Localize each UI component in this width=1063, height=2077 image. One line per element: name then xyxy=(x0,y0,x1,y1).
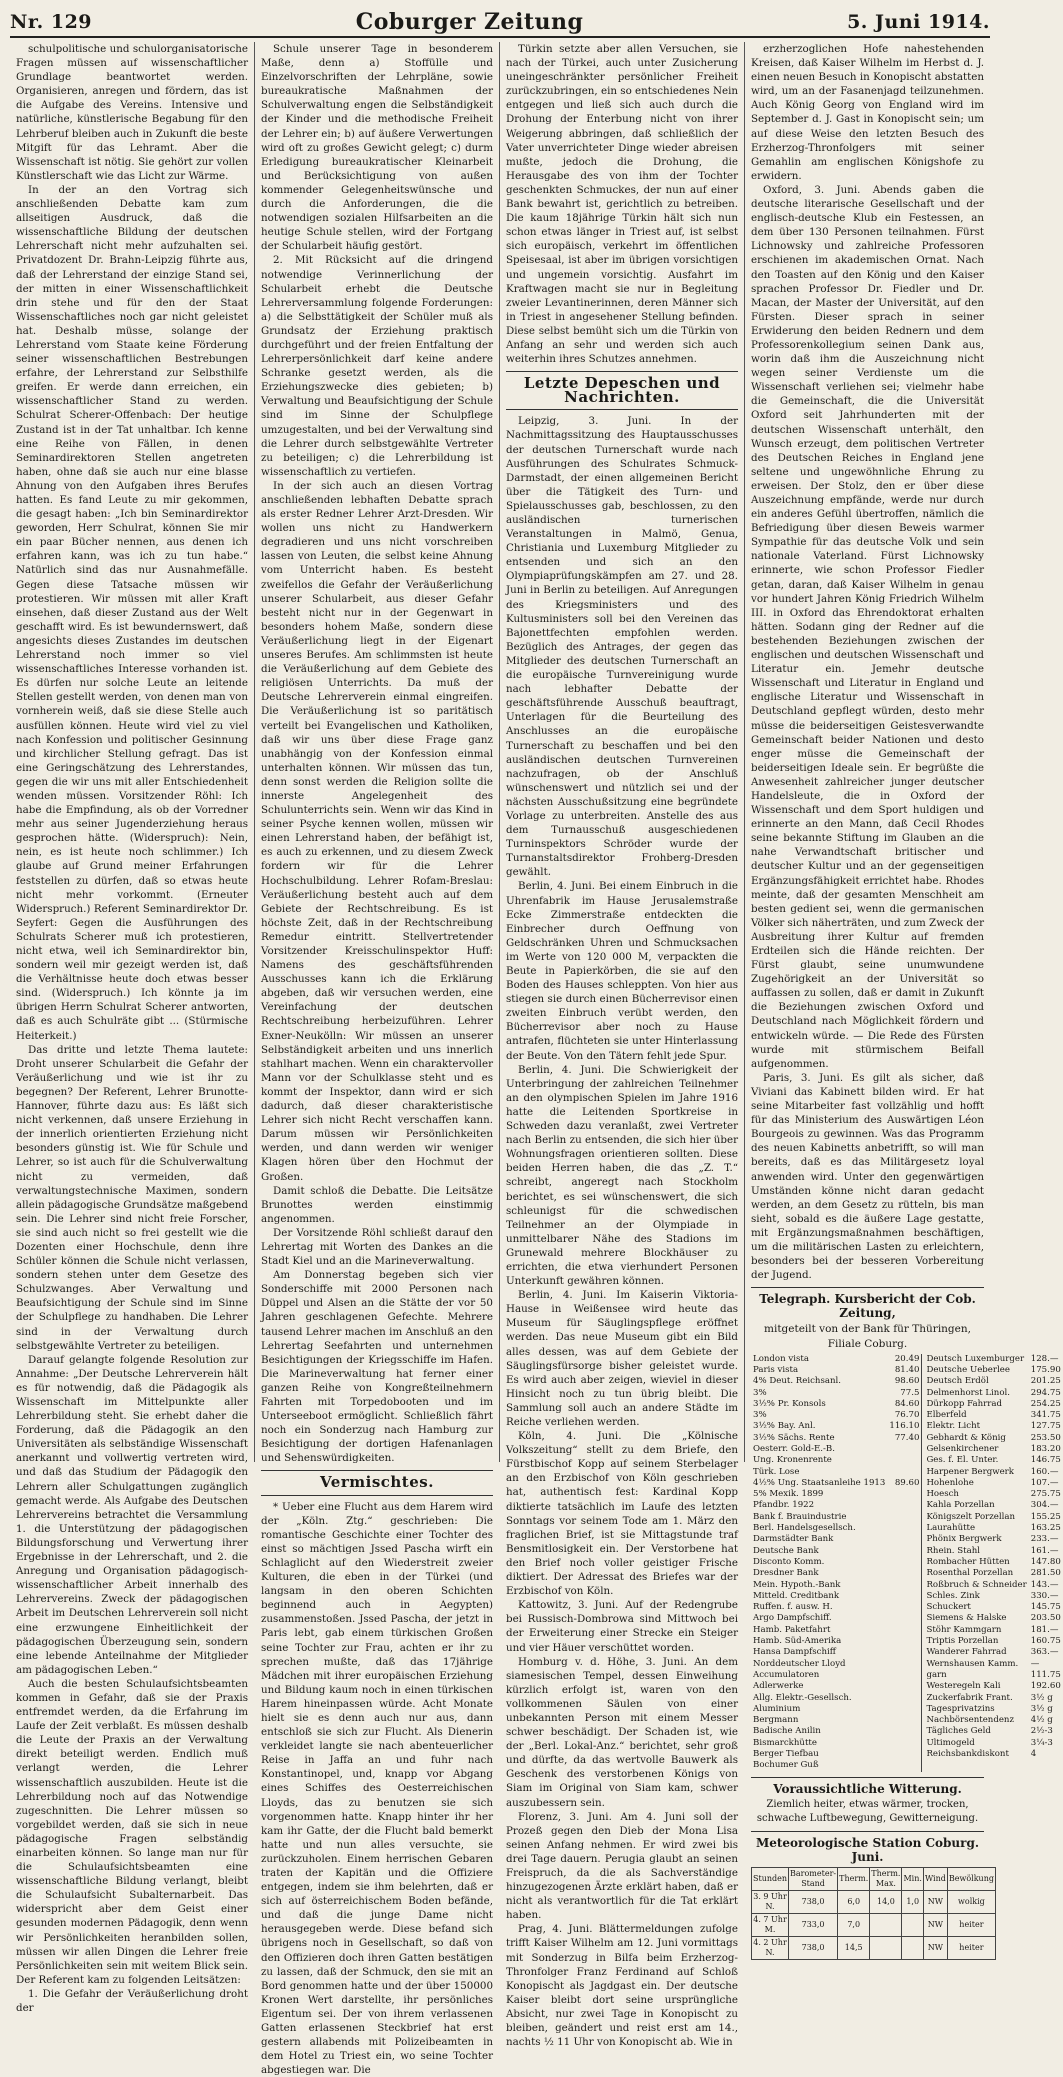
stock-name: Elektr. Licht xyxy=(926,1421,981,1432)
met-cell: 1,0 xyxy=(902,1891,923,1914)
stock-value: 76.70 xyxy=(887,1410,922,1421)
stock-name: Schuckert xyxy=(926,1602,971,1613)
stock-value xyxy=(887,1726,922,1737)
met-cell: wolkig xyxy=(947,1891,995,1914)
paragraph: In der sich auch an diesen Vortrag anschließenden lebhaften Debatte sprach als erster Redner Lehrer Arzt-Dresden. Wir wollen uns nicht zu Handwerkern degradieren und uns nicht vorschreiben lassen von Leuten, die selbst keine Ahnung vom Unterricht haben. Es besteht zweifellos die Gefahr der Veräußerlichung unserer Schularbeit, aus dieser Gefahr besteht nicht nur in der Gegenwart in besonders hohem Maße, sondern diese Veräußerlichung liegt in der Eigenart unseres Berufes. Am schlimmsten ist heute die Veräußerlichung auf dem Gebiete des religiösen Unterrichts. Da muß der Deutsche Lehrerverein einmal eingreifen. Die Veräußerlichung ist so paritätisch verteilt bei Evangelischen und Katholiken, daß wir uns über diese Frage ganz unabhängig von der Konfession einmal unterhalten können. Wir müssen das tun, denn sonst werden die Religion sollte die innerste Angelegenheit des Schulunterrichts sein. Wenn wir das Kind in seiner Psyche kennen wollen, müssen wir einen Lehrerstand haben, der befähigt ist, es auch zu erkennen, und zu diesem Zweck fordern wir für die Lehrer Hochschulbildung. Lehrer Rofam-Breslau: Veräußerlichung besteht auch auf dem Gebiete der Rechtschreibung. Es ist höchste Zeit, daß in der Rechtschreibung Remedur eintritt. Stellvertretender Vorsitzender Kreisschulinspektor Huff: Namens des geschäftsführenden Ausschusses kann ich die Erklärung abgeben, daß wir versuchen werden, eine Vereinfachung der deutschen Rechtschreibung herbeizuführen. Lehrer Exner-Neukölln: Wir müssen an unserer Selbständigkeit arbeiten und uns innerlich stahlhart machen. Wenn ein charaktervoller Mann vor der Schulklasse steht und es kommt der Inspektor, dann wird er sich dadurch, daß dieser charakteristische Lehrer sich nicht Recht verschaffen kann. Darum müssen wir Persönlichkeiten werden, und dann werden wir weniger Klagen hören über den Hochmut der Großen. xyxy=(261,479,493,1183)
stock-value: 275.75 xyxy=(1030,1489,1061,1500)
stock-value: 281.50 xyxy=(1030,1568,1061,1579)
stock-row xyxy=(751,1693,1063,1704)
stock-name: Roßbruch & Schneider xyxy=(926,1579,1027,1590)
stock-row xyxy=(751,1580,1063,1591)
column-1 xyxy=(10,42,255,2015)
section-divider xyxy=(506,409,738,410)
stock-row xyxy=(751,1591,1063,1602)
stock-value: 111.75 xyxy=(1030,1669,1061,1680)
stock-row xyxy=(751,1354,1063,1365)
met-row xyxy=(752,1937,996,1960)
stock-name: Kahla Porzellan xyxy=(926,1500,995,1511)
met-row xyxy=(752,1914,996,1937)
section-divider xyxy=(751,1287,984,1288)
stock-value xyxy=(887,1681,922,1692)
stock-name: 3½% Sächs. Rente xyxy=(753,1432,835,1443)
stock-name: 3% xyxy=(753,1410,767,1421)
paragraph: * Ueber eine Flucht aus dem Harem wird der „Köln. Ztg.“ geschrieben: Die romantische Geschichte einer Tochter des einst so mächtigen Jssed Pascha wirft ein Schlaglicht auf den Wiederstreit zweier Kulturen, die eben in der Türkei (und langsam in den oberen Schichten beginnend auch in Aegypten) zusammenstoßen. Jssed Pascha, der jetzt in Paris lebt, gab einem türkischen Großen seine Tochter zur Frau, achten er ihr zu sprechen mußte, daß das 17jährige Mädchen mit ihrer europäischen Erziehung und Bildung kaum noch in einen türkischen Harem hineinpassen würde. Acht Monate hielt sie es denn auch nur aus, dann entschloß sie sich zur Flucht. Als Dienerin verkleidet langte sie nach abenteuerlicher Reise in Jaffa an und fuhr nach Konstantinopel, und, knapp vor Abgang eines Schiffes des Oesterreichischen Lloyds, das zu benutzen sie sich vorgenommen hatte. Knapp hinter ihr her kam ihr Gatte, der die Flucht bald bemerkt hatte und nun alles versuchte, sie zurückzuholen. Einem herrischen Gebaren traten der Kapitän und die Offiziere entgegen, indem sie ihm belehrten, daß er sich auf österreichischem Boden befände, und daß die junge Dame nicht herausgegeben werde. Diese befand sich übrigens noch in Gesellschaft, so daß von den Offizieren doch ihren Gatten bestätigen zu lassen, daß der Schmuck, den sie mit an Bord genommen hatte und der über 150000 Kronen Wert darstellte, ihr persönliches Eigentum sei. Der von ihrem verlassenen Gatten erlassenen Steckbrief hat erst gestern allabends mit Polizeibeamten in dem Hotel zu Triest ein, wo seine Tochter abgestiegen war. Die xyxy=(261,1500,493,2077)
stock-value xyxy=(887,1749,922,1760)
stock-value: 163.25 xyxy=(1030,1523,1061,1534)
stock-value xyxy=(887,1467,922,1478)
column-4 xyxy=(745,42,1061,1958)
stock-value: 81.40 xyxy=(887,1365,922,1376)
stock-row xyxy=(751,1647,1063,1658)
met-cell: 14,0 xyxy=(870,1891,902,1914)
stock-value: 181.— xyxy=(1030,1624,1059,1635)
stock-row xyxy=(751,1613,1063,1624)
paragraph: Berlin, 4. Juni. Bei einem Einbruch in die Uhrenfabrik im Hause Jerusalemstraße Ecke Zimmerstraße entdeckten die Einbrecher durch Oeffnung von Geldschränken Uhren und Schmucksachen im Werte von 120 000 M, verpackten die Beute in Papierkörben, die sie auf den Boden des Hauses schleppten. Von hier aus stiegen sie durch einen Bücherrevisor einen zweiten Einbruch verübt werden, den Bücherrevisor aber noch zu Hause antrafen, flüchteten sie unter Hinterlassung der Beute. Von den Tätern fehlt jede Spur. xyxy=(506,880,738,1062)
stock-value xyxy=(887,1489,922,1500)
stock-value: 4½ g xyxy=(1030,1715,1053,1726)
stock-name: Dresdner Bank xyxy=(753,1568,819,1579)
stock-row xyxy=(751,1749,1063,1760)
stock-value: 3½ g xyxy=(1030,1703,1053,1714)
stock-row xyxy=(751,1625,1063,1636)
stock-value: 143.— xyxy=(1030,1579,1059,1590)
stock-name: Zuckerfabrik Frant. xyxy=(926,1692,1013,1703)
stock-name: 3% xyxy=(753,1387,767,1398)
stock-row xyxy=(751,1760,1063,1771)
column-3 xyxy=(500,42,745,2049)
stock-name: Adlerwerke xyxy=(753,1681,804,1692)
paragraph: Prag, 4. Juni. Blättermeldungen zufolge trifft Kaiser Wilhelm am 12. Juni vormittags mit Sonderzug in Bilfa beim Erzherzog-Thronfolger Franz Ferdinand auf Schloß Konopischt als Jagdgast ein. Der deutsche Kaiser bleibt dort seine ursprüngliche Absicht, nur zwei Tage in Konopischt zu bleiben, geändert und reist erst am 14., nachts ½ 11 Uhr von Konopischt ab. Wie in xyxy=(506,1923,738,2049)
stock-name: Hoesch xyxy=(926,1489,959,1500)
stock-name: garn xyxy=(926,1669,947,1680)
stock-table xyxy=(751,1354,1063,1772)
met-column-header: Stunden xyxy=(752,1868,789,1891)
stock-value xyxy=(887,1557,922,1568)
paragraph: Berlin, 4. Juni. Im Kaiserin Viktoria-Hause in Weißensee wird heute das Museum für Säuglingspflege eröffnet werden. Das neue Museum gibt ein Bild alles dessen, was auf dem Gebiete der Säuglingsfürsorge bisher geleistet wurde. Es wird auch aber zeigen, wieviel in dieser Hinsicht noch zu tun übrig bleibt. Die Sammlung soll auch an andere Städte im Reiche verliehen werden. xyxy=(506,1289,738,1428)
stock-value: 89.60 xyxy=(887,1478,922,1489)
stock-name: Wanderer Fahrrad xyxy=(926,1647,1007,1658)
stock-row xyxy=(751,1602,1063,1613)
stock-name: 4% Deut. Reichsanl. xyxy=(753,1376,841,1387)
stock-value xyxy=(887,1546,922,1557)
stock-value: 3½ g xyxy=(1030,1692,1053,1703)
paragraph: Am Donnerstag begeben sich vier Sonderschiffe mit 2000 Personen nach Düppel und Alsen an die Stätte der vor 50 Jahren geschlagenen Gefechte. Mehrere tausend Lehrer machen im Anschluß an den Lehrertag Seefahrten und unternehmen Besichtigungen der Kriegsschiffe im Hafen. Die Marineverwaltung hat ferner einer ganzen Reihe von Kongreßteilnehmern Fahrten mit Torpedobooten und im Unterseeboot ermöglicht. Schließlich fährt noch ein Sonderzug nach Hamburg zur Besichtigung der dortigen Hafenanlagen und Sehenswürdigkeiten. xyxy=(261,1269,493,1465)
stock-name: Mein. Hypoth.-Bank xyxy=(753,1579,841,1590)
stock-name: 3½% Bay. Anl. xyxy=(753,1421,816,1432)
stock-name: Triptis Porzellan xyxy=(926,1636,999,1647)
met-column-header: Wind xyxy=(923,1868,947,1891)
stock-value: — xyxy=(1030,1658,1040,1669)
met-cell: heiter xyxy=(947,1937,995,1960)
met-cell: 14,5 xyxy=(838,1937,870,1960)
stock-name: Mitteld. Creditbank xyxy=(753,1590,840,1601)
stock-row xyxy=(751,1388,1063,1399)
stock-name: Oesterr. Gold-E.-B. xyxy=(753,1444,835,1454)
stock-row xyxy=(751,1715,1063,1726)
stock-row xyxy=(751,1557,1063,1568)
met-cell: 3. 9 Uhr N. xyxy=(752,1891,789,1914)
stock-name: Rosenthal Porzellan xyxy=(926,1568,1014,1579)
weather-forecast: Ziemlich heiter, etwas wärmer, trocken, schwache Luftbewegung, Gewitterneigung. xyxy=(756,1798,979,1824)
stock-value xyxy=(887,1534,922,1545)
met-column-header: Therm. Max. xyxy=(870,1868,902,1891)
stock-value xyxy=(887,1500,922,1511)
stock-value: 254.25 xyxy=(1030,1398,1061,1409)
stock-value xyxy=(887,1444,922,1455)
stock-name: Badische Anilin xyxy=(753,1726,821,1737)
section-heading-depeschen: Letzte Depeschen und Nachrichten. xyxy=(523,374,721,407)
paragraph: Kattowitz, 3. Juni. Auf der Redengrube bei Russisch-Dombrowa sind Mittwoch bei der Erweiterung einer Strecke ein Steiger und vier Häuer verschüttet worden. xyxy=(506,1599,738,1654)
met-cell: 6,0 xyxy=(838,1891,870,1914)
issue-date: 5. Juni 1914. xyxy=(847,11,990,33)
stock-row xyxy=(751,1365,1063,1376)
stock-value xyxy=(887,1693,922,1704)
stock-value xyxy=(887,1659,922,1670)
stock-name: Westeregeln Kali xyxy=(926,1681,1001,1692)
stock-name: Deutsche Ueberlee xyxy=(926,1364,1010,1375)
paragraph: Paris, 3. Juni. Es gilt als sicher, daß Viviani das Kabinett bilden wird. Er hat seine Mitarbeiter fast vollzählig und hofft für das Ministerium des Auswärtigen Léon Bourgeois zu gewinnen. Was das Programm des neuen Kabinetts anbetrifft, so will man bereits, daß es das Militärgesetz loyal anwenden wird. Unter den gegenwärtigen Umständen könne nicht daran gedacht werden, an dem Gesetz zu rütteln, bis man sieht, sobald es die äußere Lage gestatte, mit Ergänzungsmaßnahmen beschäftigen, um die militärischen Lasten zu erleichtern, besonders bei der besseren Vorbereitung der Jugend. xyxy=(751,1071,984,1282)
stock-name: Deutsch Erdöl xyxy=(926,1376,989,1387)
stock-value xyxy=(887,1625,922,1636)
stock-name: Nachbörsentendenz xyxy=(926,1715,1014,1726)
stock-name: Wernshausen Kamm. xyxy=(926,1658,1019,1669)
stock-value xyxy=(887,1715,922,1726)
met-cell: 738,0 xyxy=(789,1891,838,1914)
met-column-header: Min. xyxy=(902,1868,923,1891)
stock-value xyxy=(887,1636,922,1647)
stock-name: Norddeutscher Lloyd xyxy=(753,1658,846,1669)
stock-value: 203.50 xyxy=(1030,1613,1061,1624)
stock-value: 145.75 xyxy=(1030,1602,1061,1613)
met-column-header: Barometer-Stand xyxy=(789,1868,838,1891)
stock-name: Deutsche Bank xyxy=(753,1545,819,1556)
stock-value: 161.— xyxy=(1030,1545,1059,1556)
paragraph: Der Vorsitzende Röhl schließt darauf den Lehrertag mit Worten des Dankes an die Stadt Kiel und an die Marineverwaltung. xyxy=(261,1226,493,1268)
stock-name: Elberfeld xyxy=(926,1410,967,1421)
met-cell: 738,0 xyxy=(789,1937,838,1960)
stock-name: Reichsbankdiskont xyxy=(926,1749,1009,1760)
stock-value xyxy=(887,1591,922,1602)
newspaper-title: Coburger Zeitung xyxy=(355,9,584,35)
paragraph: In der an den Vortrag sich anschließenden Debatte kam zum allseitigen Ausdruck, daß die wissenschaftliche Bildung der deutschen Lehrerschaft nicht mehr aufzuhalten sei. Privatdozent Dr. Brahn-Leipzig führte aus, daß der Lehrerstand der einzige Stand sei, der mitten in einer Wissenschaftlichkeit drin stehe und für den der Staat Wissenschaftliches noch gar nicht geleistet hat. Deshalb müsse, solange der Lehrerstand vom Staate keine Förderung seiner wissenschaftlichen Bestrebungen erfahre, der Lehrerstand zur Selbsthilfe greifen. Er werde dann erreichen, ein wissenschaftlicher Stand zu werden. Schulrat Scherer-Offenbach: Der heutige Zustand ist in der Tat unhaltbar. Ich kenne eine Reihe von Fällen, in denen Seminardirektoren Stellen angetreten haben, ohne daß sie auch nur eine blasse Ahnung von den Aufgaben ihres Berufes hatten. Es fand Leute zu mir gekommen, die gesagt haben: „Ich bin Seminardirektor geworden, Herr Schulrat, können Sie mir ein paar Bücher nennen, aus denen ich erfahren kann, was ich zu tun habe.“ Natürlich sind das nur Ausnahmefälle. Gegen diese Tatsache müssen wir protestieren. Wir müssen mit aller Kraft einsehen, daß dieser Zustand aus der Welt geschafft wird. Es ist bewundernswert, daß angesichts dieses Zustandes im deutschen Lehrerstand noch immer so viel wissenschaftliches Interesse vorhanden ist. Es dürfen nur solche Leute an leitende Stellen gestellt werden, von denen man von vornherein weiß, daß sie diese Stelle auch ausfüllen können. Heute wird viel zu viel nach Konfession und politischer Gesinnung und kirchlicher Stellung gefragt. Das ist eine Geringschätzung des Lehrerstandes, gegen die wir uns mit aller Entschiedenheit wenden müssen. Vorsitzender Röhl: Ich habe die Empfindung, als ob der Vorredner mehr aus seiner Jugenderziehung heraus gesprochen hätte. (Widerspruch): Nein, nein, es ist heute noch schlimmer.) Ich glaube auf Grund meiner Erfahrungen feststellen zu dürfen, daß so etwas heute nicht mehr vorkommt. (Erneuter Widerspruch.) Referent Seminardirektor Dr. Seyfert: Gegen die Ausführungen des Schulrats Scherer muß ich protestieren, nicht etwa, weil ich Seminardirektor bin, sondern weil mir gezeigt werden ist, daß die Verhältnisse heute doch etwas besser sind. (Widerspruch.) Ich könnte ja im übrigen Herrn Schulrat Scherer antworten, daß es auch Schulräte gibt ... (Stürmische Heiterkeit.) xyxy=(16,183,248,1042)
stock-value: 3¼-3 xyxy=(1030,1737,1053,1748)
stock-name: Disconto Komm. xyxy=(753,1556,825,1567)
stock-name: Pfandbr. 1922 xyxy=(753,1500,815,1511)
met-cell: heiter xyxy=(947,1914,995,1937)
stock-value: 175.90 xyxy=(1030,1364,1061,1375)
paragraph: Berlin, 4. Juni. Die Schwierigkeit der Unterbringung der zahlreichen Teilnehmer an den olympischen Spielen im Jahre 1916 hatte die Leitenden Sportkreise in Schweden dazu veranlaßt, zwei Vertreter nach Berlin zu entsenden, die sich hier über Wohnungsfragen orientieren sollten. Diese beiden Herren haben, die das „Z. T.“ schreibt, angeregt nach Stockholm berichtet, es sei wünschenswert, die sich schleunigst für die schwedischen Teilnehmer an der Olympiade in unmittelbarer Nähe des Stadions im Grunewald mehrere Blockhäuser zu errichten, die etwa vierhundert Personen Unterkunft gewähren können. xyxy=(506,1063,738,1288)
stock-name: Delmenhorst Linol. xyxy=(926,1387,1010,1398)
paragraph: Das dritte und letzte Thema lautete: Droht unserer Schularbeit die Gefahr der Veräußerlichung und wie ist ihr zu begegnen? Der Referent, Lehrer Brunotte-Hannover, führte dazu aus: Es läßt sich nicht verkennen, daß unsere Erziehung in der innerlich orientierten Erziehung nicht besonders günstig ist. Wie für Schule und Lehrer, so ist auch für die Schulverwaltung nicht zu vermeiden, daß verwaltungstechnische Maximen, sondern allein pädagogische Grundsätze maßgebend sein. Die Lehrer sind nicht freie Forscher, sie sind auch nicht so frei gestellt wie die Dozenten einer Hochschule, denn ihre Schüler können die Schule nicht verlassen, sondern stehen unter dem Gesetze des Schulzwanges. Aber Verwaltung und Beaufsichtigung der Schule sind im Sinne der Schulpflege zu handhaben. Die Lehrer sind in der Verwaltung durch selbstgewählte Vertreter zu beteiligen. xyxy=(16,1043,248,1352)
paragraph: Darauf gelangte folgende Resolution zur Annahme: „Der Deutsche Lehrerverein hält es für notwendig, daß die Pädagogik als Wissenschaft im Mittelpunkte aller Lehrerbildung steht. Sie erhebt daher die Forderung, daß die Pädagogik an den Universitäten als selbständige Wissenschaft anerkannt und vollwertig vertreten wird, und daß das Studium der Pädagogik den Lehrern aller Schulgattungen zugänglich gemacht werde. Als Aufgabe des Deutschen Lehrervereins betrachtet die Versammlung 1. die Unterstützung der pädagogischen Bildungsforschung und Verwertung ihrer Ergebnisse in der Lehrerschaft, und 2. die Anregung und Organisation pädagogisch-wissenschaftlicher Arbeit innerhalb des Lehrervereins. Zweck der pädagogischen Arbeit im Deutschen Lehrerverein soll nicht eine erzwungene Einheitlichkeit der pädagogischen Überzeugung sein, sondern eine lebende Anteilnahme der Mitglieder am pädagogischen Leben.“ xyxy=(16,1353,248,1676)
stock-name: Türk. Lose xyxy=(753,1466,800,1477)
stock-row xyxy=(751,1523,1063,1534)
stock-row xyxy=(751,1659,1063,1670)
stock-name: Dürkopp Fahrrad xyxy=(926,1398,1002,1409)
met-station-title: Meteorologische Station Coburg. Juni. xyxy=(755,1835,980,1864)
stock-name: Laurahütte xyxy=(926,1523,976,1534)
met-table xyxy=(751,1867,996,1960)
stock-name: Darmstädter Bank xyxy=(753,1534,834,1545)
stock-name: Siemens & Halske xyxy=(926,1613,1007,1624)
column-2 xyxy=(255,42,500,2077)
stock-name: London vista xyxy=(753,1353,809,1364)
stock-name: Ung. Kronenrente xyxy=(753,1455,832,1466)
stock-row xyxy=(751,1670,1063,1681)
stock-value xyxy=(1029,1760,1063,1771)
stock-value: 304.— xyxy=(1030,1500,1059,1511)
paragraph: Damit schloß die Debatte. Die Leitsätze Brunottes werden einstimmig angenommen. xyxy=(261,1184,493,1225)
stock-value: 116.10 xyxy=(887,1421,922,1432)
stock-name: Phönix Bergwerk xyxy=(926,1534,1002,1545)
section-heading-vermischtes: Vermischtes. xyxy=(320,1473,434,1492)
stock-row xyxy=(751,1455,1063,1466)
stock-value: 160.— xyxy=(1030,1466,1059,1477)
stock-value: 363.— xyxy=(1030,1647,1059,1658)
stock-row xyxy=(751,1681,1063,1692)
stock-value: 4 xyxy=(1030,1749,1037,1760)
stock-name: Deutsch Luxemburger xyxy=(926,1353,1025,1364)
stock-name: Gelsenkirchener xyxy=(926,1444,999,1454)
stock-value xyxy=(887,1602,922,1613)
stock-name: Schles. Zink xyxy=(926,1590,980,1601)
stock-name: Tagesprivatzins xyxy=(926,1703,995,1714)
stock-name: Ges. f. El. Unter. xyxy=(926,1455,999,1466)
stock-value xyxy=(887,1523,922,1534)
met-cell: 4. 2 Uhr N. xyxy=(752,1937,789,1960)
stock-value xyxy=(887,1568,922,1579)
stock-row xyxy=(751,1546,1063,1557)
stock-row xyxy=(751,1489,1063,1500)
stock-value xyxy=(887,1760,922,1771)
stock-row xyxy=(751,1500,1063,1511)
stock-name: Hohenlohe xyxy=(926,1477,974,1488)
stock-value: 98.60 xyxy=(887,1376,922,1387)
met-cell: NW xyxy=(923,1937,947,1960)
section-divider xyxy=(261,1470,493,1471)
paragraph: Türkin setzte aber allen Versuchen, sie nach der Türkei, auch unter Zusicherung uneingeschränkter persönlicher Freiheit zurückzubringen, ein so entschiedenes Nein entgegen und ließ sich auch durch die Drohung der Enterbung nicht von ihrer Weigerung abbringen, daß schließlich der Vater unverrichteter Dinge wieder abreisen mußte, jedoch die Drohung, die Herausgabe des von ihm der Tochter geschenkten Schmuckes, der nun auf einer Bank bewahrt ist, gerichtlich zu betreiben. Die kaum 18jährige Türkin hält sich nun schon etwas länger in Triest auf, ist selbst sich europäisch, verkehrt im öffentlichen Speisesaal, ist aber im übrigen vorsichtigen und ungemein vorsichtig. Ausfahrt im Kraftwagen macht sie nur in Begleitung zweier Levantinerinnen, deren Männer sich in Triest in angesehener Stellung befinden. Diese selbst bemüht sich um die Türkin von Anfang an sehr und werden sich auch weiterhin ihres Schutzes annehmen. xyxy=(506,43,738,366)
paragraph: Köln, 4. Juni. Die „Kölnische Volkszeitung“ stellt zu dem Briefe, den Fürstbischof Kopp auf seinem Sterbelager an den Erzbischof von Köln geschrieben hat, authentisch fest: Kardinal Kopp diktierte tatsächlich im Laufe des letzten Sonntags vor seinem Tode am 1. März den fraglichen Brief, ist sie Mittagstunde traf Bensmitlosigkeit ein. Der Verstorbene hat den Brief noch voller geistiger Frische diktiert. Der Adressat des Briefes war der Erzbischof von Köln. xyxy=(506,1430,738,1598)
met-cell xyxy=(870,1914,902,1937)
stock-value: 127.75 xyxy=(1030,1421,1061,1432)
stock-row xyxy=(751,1444,1063,1455)
stock-value xyxy=(887,1613,922,1624)
stock-name: Berl. Handelsgesellsch. xyxy=(753,1523,856,1534)
stock-value xyxy=(887,1738,922,1749)
met-cell: 7,0 xyxy=(838,1914,870,1937)
weather-title: Voraussichtliche Witterung. xyxy=(773,1781,962,1796)
stock-name: Rhein. Stahl xyxy=(926,1545,981,1556)
paragraph: Auch die besten Schulaufsichtsbeamten kommen in Gefahr, daß sie der Praxis entfremdet werden, da die Erfahrung im Laufe der Zeit verblaßt. Es müssen deshalb die Leute der Praxis an der Verwaltung direkt beteiligt werden. Endlich muß verlangt werden, die Lehrer wissenschaftlich auszubilden. Heute ist die Lehrerbildung noch auf das Notwendige zugeschnitten. Die Lehrer müssen so vorgebildet werden, daß sie sich in neue pädagogische Fragen selbständig einarbeiten können. So lange man nur für die Schulaufsichtsbeamten eine wissenschaftliche Bildung verlangt, bleibt die Schulaufsicht Subalternarbeit. Das widerspricht aber dem Geist einer gesunden modernen Pädagogik, denn wenn wir Persönlichkeiten heranbilden sollen, müssen wir allen Dingen die Lehrer freie Persönlichkeiten sein mit weitem Blick sein. Der Referent kam zu folgenden Leitsätzen: xyxy=(16,1677,248,1986)
stock-value xyxy=(887,1512,922,1523)
stock-report-title: Telegraph. Kursbericht der Cob. Zeitung, xyxy=(759,1292,976,1321)
stock-name: Ultimogeld xyxy=(926,1737,975,1748)
met-cell xyxy=(902,1937,923,1960)
paragraph: schulpolitische und schulorganisatorische Fragen müssen auf wissenschaftlicher Grundlage beantwortet werden. Organisieren, anregen und fördern, das ist die Aufgabe des Vereins. Intensive und natürliche, künstlerische Begabung für den Lehrberuf bleiben auch in Zukunft die beste Mitgift für das Lehramt. Aber die Wissenschaft ist nötig. Sie gehört zur vollen Künstlerschaft wie das Licht zur Wärme. xyxy=(16,43,248,182)
stock-name: Aluminium xyxy=(753,1703,801,1714)
stock-name: Tägliches Geld xyxy=(926,1726,991,1737)
stock-value: 201.25 xyxy=(1030,1376,1061,1387)
stock-value: 155.25 xyxy=(1030,1511,1061,1522)
stock-value: 147.80 xyxy=(1030,1556,1061,1567)
stock-row xyxy=(751,1433,1063,1444)
section-divider xyxy=(506,371,738,372)
stock-name: Hansa Dampfschiff xyxy=(753,1647,836,1658)
stock-value: 294.75 xyxy=(1030,1387,1061,1398)
stock-name: Stöhr Kammgarn xyxy=(926,1624,1002,1635)
stock-value: 146.75 xyxy=(1030,1455,1061,1466)
stock-value xyxy=(887,1455,922,1466)
stock-value: 77.40 xyxy=(887,1433,922,1444)
stock-name: Allg. Elektr.-Gesellsch. xyxy=(753,1692,852,1703)
stock-value xyxy=(887,1670,922,1681)
stock-row xyxy=(751,1376,1063,1387)
met-column-header: Bewölkung xyxy=(947,1868,995,1891)
section-divider xyxy=(751,1777,984,1778)
stock-row xyxy=(751,1636,1063,1647)
stock-value: 84.60 xyxy=(887,1399,922,1410)
paragraph: Florenz, 3. Juni. Am 4. Juni soll der Prozeß gegen den Dieb der Mona Lisa seinen Anfang nehmen. Er wird zwei bis drei Tage dauern. Perugia glaubt an seinen Freispruch, da die als Sachverständige hinzugezogenen Ärzte erklärt haben, daß er nicht als verantwortlich für die Tat erklärt haben. xyxy=(506,1810,738,1922)
stock-name: Hamb. Paketfahrt xyxy=(753,1624,831,1635)
stock-name: Rombacher Hütten xyxy=(926,1556,1010,1567)
stock-row xyxy=(751,1726,1063,1737)
stock-row xyxy=(751,1568,1063,1579)
paragraph: 1. Die Gefahr der Veräußerlichung droht der xyxy=(16,1987,248,2015)
stock-value: 160.75 xyxy=(1030,1636,1061,1647)
stock-name: 3½% Pr. Konsols xyxy=(753,1398,826,1409)
stock-row xyxy=(751,1534,1063,1545)
stock-row xyxy=(751,1738,1063,1749)
stock-row xyxy=(751,1410,1063,1421)
stock-name: Paris vista xyxy=(753,1364,799,1375)
stock-name: 5% Mexik. 1899 xyxy=(753,1489,824,1500)
met-cell: NW xyxy=(923,1891,947,1914)
stock-value xyxy=(887,1647,922,1658)
paragraph: Oxford, 3. Juni. Abends gaben die deutsche literarische Gesellschaft und der englisch-deutsche Klub ein Festessen, an dem über 130 Personen teilnahmen. Fürst Lichnowsky und zahlreiche Professoren erschienen im akademischen Ornat. Nach den Toasten auf den König und den Kaiser sprachen Professor Dr. Fiedler und Dr. Macan, der Master der Universität, auf den Fürsten. Dieser sprach in seiner Erwiderung den beiden Rednern und dem Professorenkollegium seinen Dank aus, worin daß ihm die Auszeichnung nicht wegen seiner Verdienste um die Wissenschaft verliehen sei; vielmehr habe die Gemeinschaft, die die Universität Oxford seit Jahrhunderten mit der deutschen Wissenschaft unterhält, den Wunsch erzeugt, dem politischen Vertreter des Deutschen Reiches in England jene seltene und ungewöhnliche Ehrung zu erweisen. Der Stolz, den er über diese Auszeichnung empfände, werde nur durch ein anderes Gefühl übertroffen, nämlich die Befriedigung über diesen Beweis warmer Sympathie für das deutsche Volk und sein nationale Vaterland. Fürst Lichnowsky erinnerte, wie schon Professor Fiedler getan, daran, daß Kaiser Wilhelm in genau vor hundert Jahren König Friedrich Wilhelm III. in Oxford das Ehrendoktorat erhalten hätten. Sodann ging der Redner auf die bestehenden Beziehungen zwischen der englischen und deutschen Wissenschaft und Literatur ein. Jemehr deutsche Wissenschaft und Literatur in England und englische Literatur und Wissenschaft in Deutschland gepflegt würden, desto mehr müsse die beiderseitigen Geistesverwandte Gemeinschaft beider Nationen und desto enger müsse die Gemeinschaft der beiderseitigen Ideale sein. Er begrüßte die Anwesenheit zahlreicher junger deutscher Handelsleute, die in Oxford der Wissenschaft und dem Sport huldigen und erinnerte an den Mann, daß Cecil Rhodes seine bekannte Stiftung im Glauben an die nahe Verwandtschaft britischer und deutscher Kultur und an der gegenseitigen Ergänzungsfähigkeit errichtet habe. Rhodes meinte, daß der gesamten Menschheit am besten gedient sei, wenn die germanischen Völker sich näherträten, und zum Zweck der Ausbreitung ihrer Kultur auf fremden Erdteilen sich die Hände reichten. Der Fürst glaubt, seine unumwundene Zugehörigkeit an der Universität so auffassen zu sollen, daß er damit in Zukunft die Beziehungen zwischen Oxford und Deutschland nach Möglichkeit fördern und entwickeln würde. — Die Rede des Fürsten wurde mit stürmischem Beifall aufgenommen. xyxy=(751,183,984,1070)
stock-value: 330.— xyxy=(1030,1590,1059,1601)
stock-row xyxy=(751,1467,1063,1478)
stock-report-subtitle: mitgeteilt von der Bank für Thüringen, xyxy=(764,1323,971,1336)
paragraph: Leipzig, 3. Juni. In der Nachmittagssitzung des Hauptausschusses der deutschen Turnerschaft wurde nach Ausführungen des Schulrates Schmuck-Darmstadt, der einen allgemeinen Bericht über die Tätigkeit des Turn- und Spielausschusses gab, beschlossen, zu den ausländischen turnerischen Veranstaltungen in Malmö, Genua, Christiania und Luxemburg Mitglieder zu entsenden und sich an den Olympiaprüfungskämpfen am 27. und 28. Juni in Berlin zu beteiligen. Auf Anregungen des Kriegsministers und des Kultusministers soll bei den Vereinen das Bajonettfechten empfohlen werden. Bezüglich des Antrages, der gegen das Mitglieder des deutschen Turnerschaft an die europäische Turnvereinigung wurde nach lebhafter Debatte der geschäftsführende Ausschuß beauftragt, Unterlagen für die Beurteilung des Anschlusses an die europäische Turnerschaft zu beschaffen und bei den ausländischen deutschen Turnvereinen nachzufragen, ob der Anschluß wünschenswert und nützlich sei und der nächsten Ausschußsitzung eine begründete Vorlage zu unterbreiten. Anstelle des aus dem Turnausschuß ausgeschiedenen Turninspektors Schröder wurde der Turnanstaltsdirektor Frohberg-Dresden gewählt. xyxy=(506,415,738,879)
stock-name: Berger Tiefbau xyxy=(753,1749,819,1760)
paragraph: erzherzoglichen Hofe nahestehenden Kreisen, daß Kaiser Wilhelm im Herbst d. J. einen neuen Besuch in Konopischt abstatten wird, um an der Fasanenjagd teilzunehmen. Auch König Georg von England wird im September d. J. Gast in Konopischt sein; um auf diese Weise den letzten Besuch des Erzherzog-Thronfolgers mit seiner Gemahlin am englischen Königshofe zu erwidern. xyxy=(751,43,984,182)
stock-name: Bismarckhütte xyxy=(753,1737,817,1748)
stock-value xyxy=(887,1580,922,1591)
stock-value: 253.50 xyxy=(1030,1432,1061,1443)
stock-name: Gebhardt & König xyxy=(926,1432,1006,1443)
met-row xyxy=(752,1891,996,1914)
stock-row xyxy=(751,1478,1063,1489)
stock-name: Ruffen. f. ausw. H. xyxy=(753,1602,833,1613)
stock-name: Bank f. Brauindustrie xyxy=(753,1511,847,1522)
stock-value: 107.— xyxy=(1030,1477,1059,1488)
stock-row xyxy=(751,1704,1063,1715)
stock-value xyxy=(887,1704,922,1715)
stock-row xyxy=(751,1512,1063,1523)
stock-name: Königszelt Porzellan xyxy=(926,1511,1016,1522)
stock-name: Bochumer Guß xyxy=(753,1760,819,1771)
stock-name: Argo Dampfschiff. xyxy=(753,1613,832,1624)
met-cell: 733,0 xyxy=(789,1914,838,1937)
stock-value: 77.5 xyxy=(887,1388,922,1399)
stock-value: 341.75 xyxy=(1030,1410,1061,1421)
stock-value: 183.20 xyxy=(1030,1444,1061,1454)
stock-value: 128.— xyxy=(1030,1353,1059,1364)
met-column-header: Therm. xyxy=(838,1868,870,1891)
stock-report-branch: Filiale Coburg. xyxy=(827,1337,908,1350)
met-cell xyxy=(870,1937,902,1960)
stock-value: 192.60 xyxy=(1030,1681,1061,1692)
section-divider xyxy=(261,1495,493,1496)
stock-name: 4½% Ung. Staatsanleihe 1913 xyxy=(753,1477,886,1488)
stock-name xyxy=(922,1760,1029,1771)
issue-number: Nr. 129 xyxy=(10,11,93,33)
stock-value: 233.— xyxy=(1030,1534,1059,1545)
stock-row xyxy=(751,1399,1063,1410)
paragraph: 2. Mit Rücksicht auf die dringend notwendige Verinnerlichung der Schularbeit erhebt die Deutsche Lehrerversammlung folgende Forderungen: a) die Selbsttätigkeit der Schüler muß als Grundsatz der Erziehung praktisch durchgeführt und der freien Entfaltung der Lehrerpersönlichkeit darf keine andere Schranke gesetzt werden, als die Erziehungszwecke dies gebieten; b) Verwaltung und Beaufsichtigung der Schule sind im Sinne der Schulpflege umzugestalten, und bei der Verwaltung sind die Lehrer durch selbstgewählte Vertreter zu beteiligen; c) die Lehrerbildung ist wissenschaftlich zu vertiefen. xyxy=(261,254,493,478)
paragraph: Homburg v. d. Höhe, 3. Juni. An dem siamesischen Tempel, dessen Einweihung kürzlich erfolgt ist, waren von den vollkommenen Säulen von einer unbekannten Person mit einem Messer schwer beschädigt. Der Schaden ist, wie der „Berl. Lokal-Anz.“ berichtet, sehr groß und dürfte, da das wertvolle Bauwerk als Geschenk des verstorbenen Königs von Siam im Original von Siam kam, schwer auszubessern sein. xyxy=(506,1655,738,1809)
section-divider xyxy=(751,1831,984,1832)
stock-row xyxy=(751,1421,1063,1432)
stock-name: Hamb. Süd-Amerika xyxy=(753,1636,842,1647)
stock-name: Bergmann xyxy=(753,1715,799,1726)
stock-name: Accumulatoren xyxy=(753,1669,820,1680)
stock-value: 20.49 xyxy=(887,1354,922,1365)
stock-name: Harpener Bergwerk xyxy=(926,1466,1014,1477)
met-cell: NW xyxy=(923,1914,947,1937)
page-columns xyxy=(10,42,1061,2077)
met-cell xyxy=(902,1914,923,1937)
masthead xyxy=(10,8,990,38)
met-cell: 4. 7 Uhr M. xyxy=(752,1914,789,1937)
stock-value: 2½-3 xyxy=(1030,1726,1053,1737)
paragraph: Schule unserer Tage in besonderem Maße, denn a) Stoffülle und Einzelvorschriften der Lehrpläne, sowie bureaukratische Maßnahmen der Schulverwaltung engen die Selbständigkeit der Kinder und die methodische Freiheit der Lehrer ein; b) auf äußere Verwertungen wird oft zu großes Gewicht gelegt; c) durm Erledigung bureaukratischer Kleinarbeit und Berücksichtigung von außen kommender Gelegenheitswünsche und durch die Anforderungen, die die notwendigen sozialen Hilfsarbeiten an die heutige Schule stellen, wird der Fortgang der Schularbeit häufig gestört. xyxy=(261,43,493,253)
